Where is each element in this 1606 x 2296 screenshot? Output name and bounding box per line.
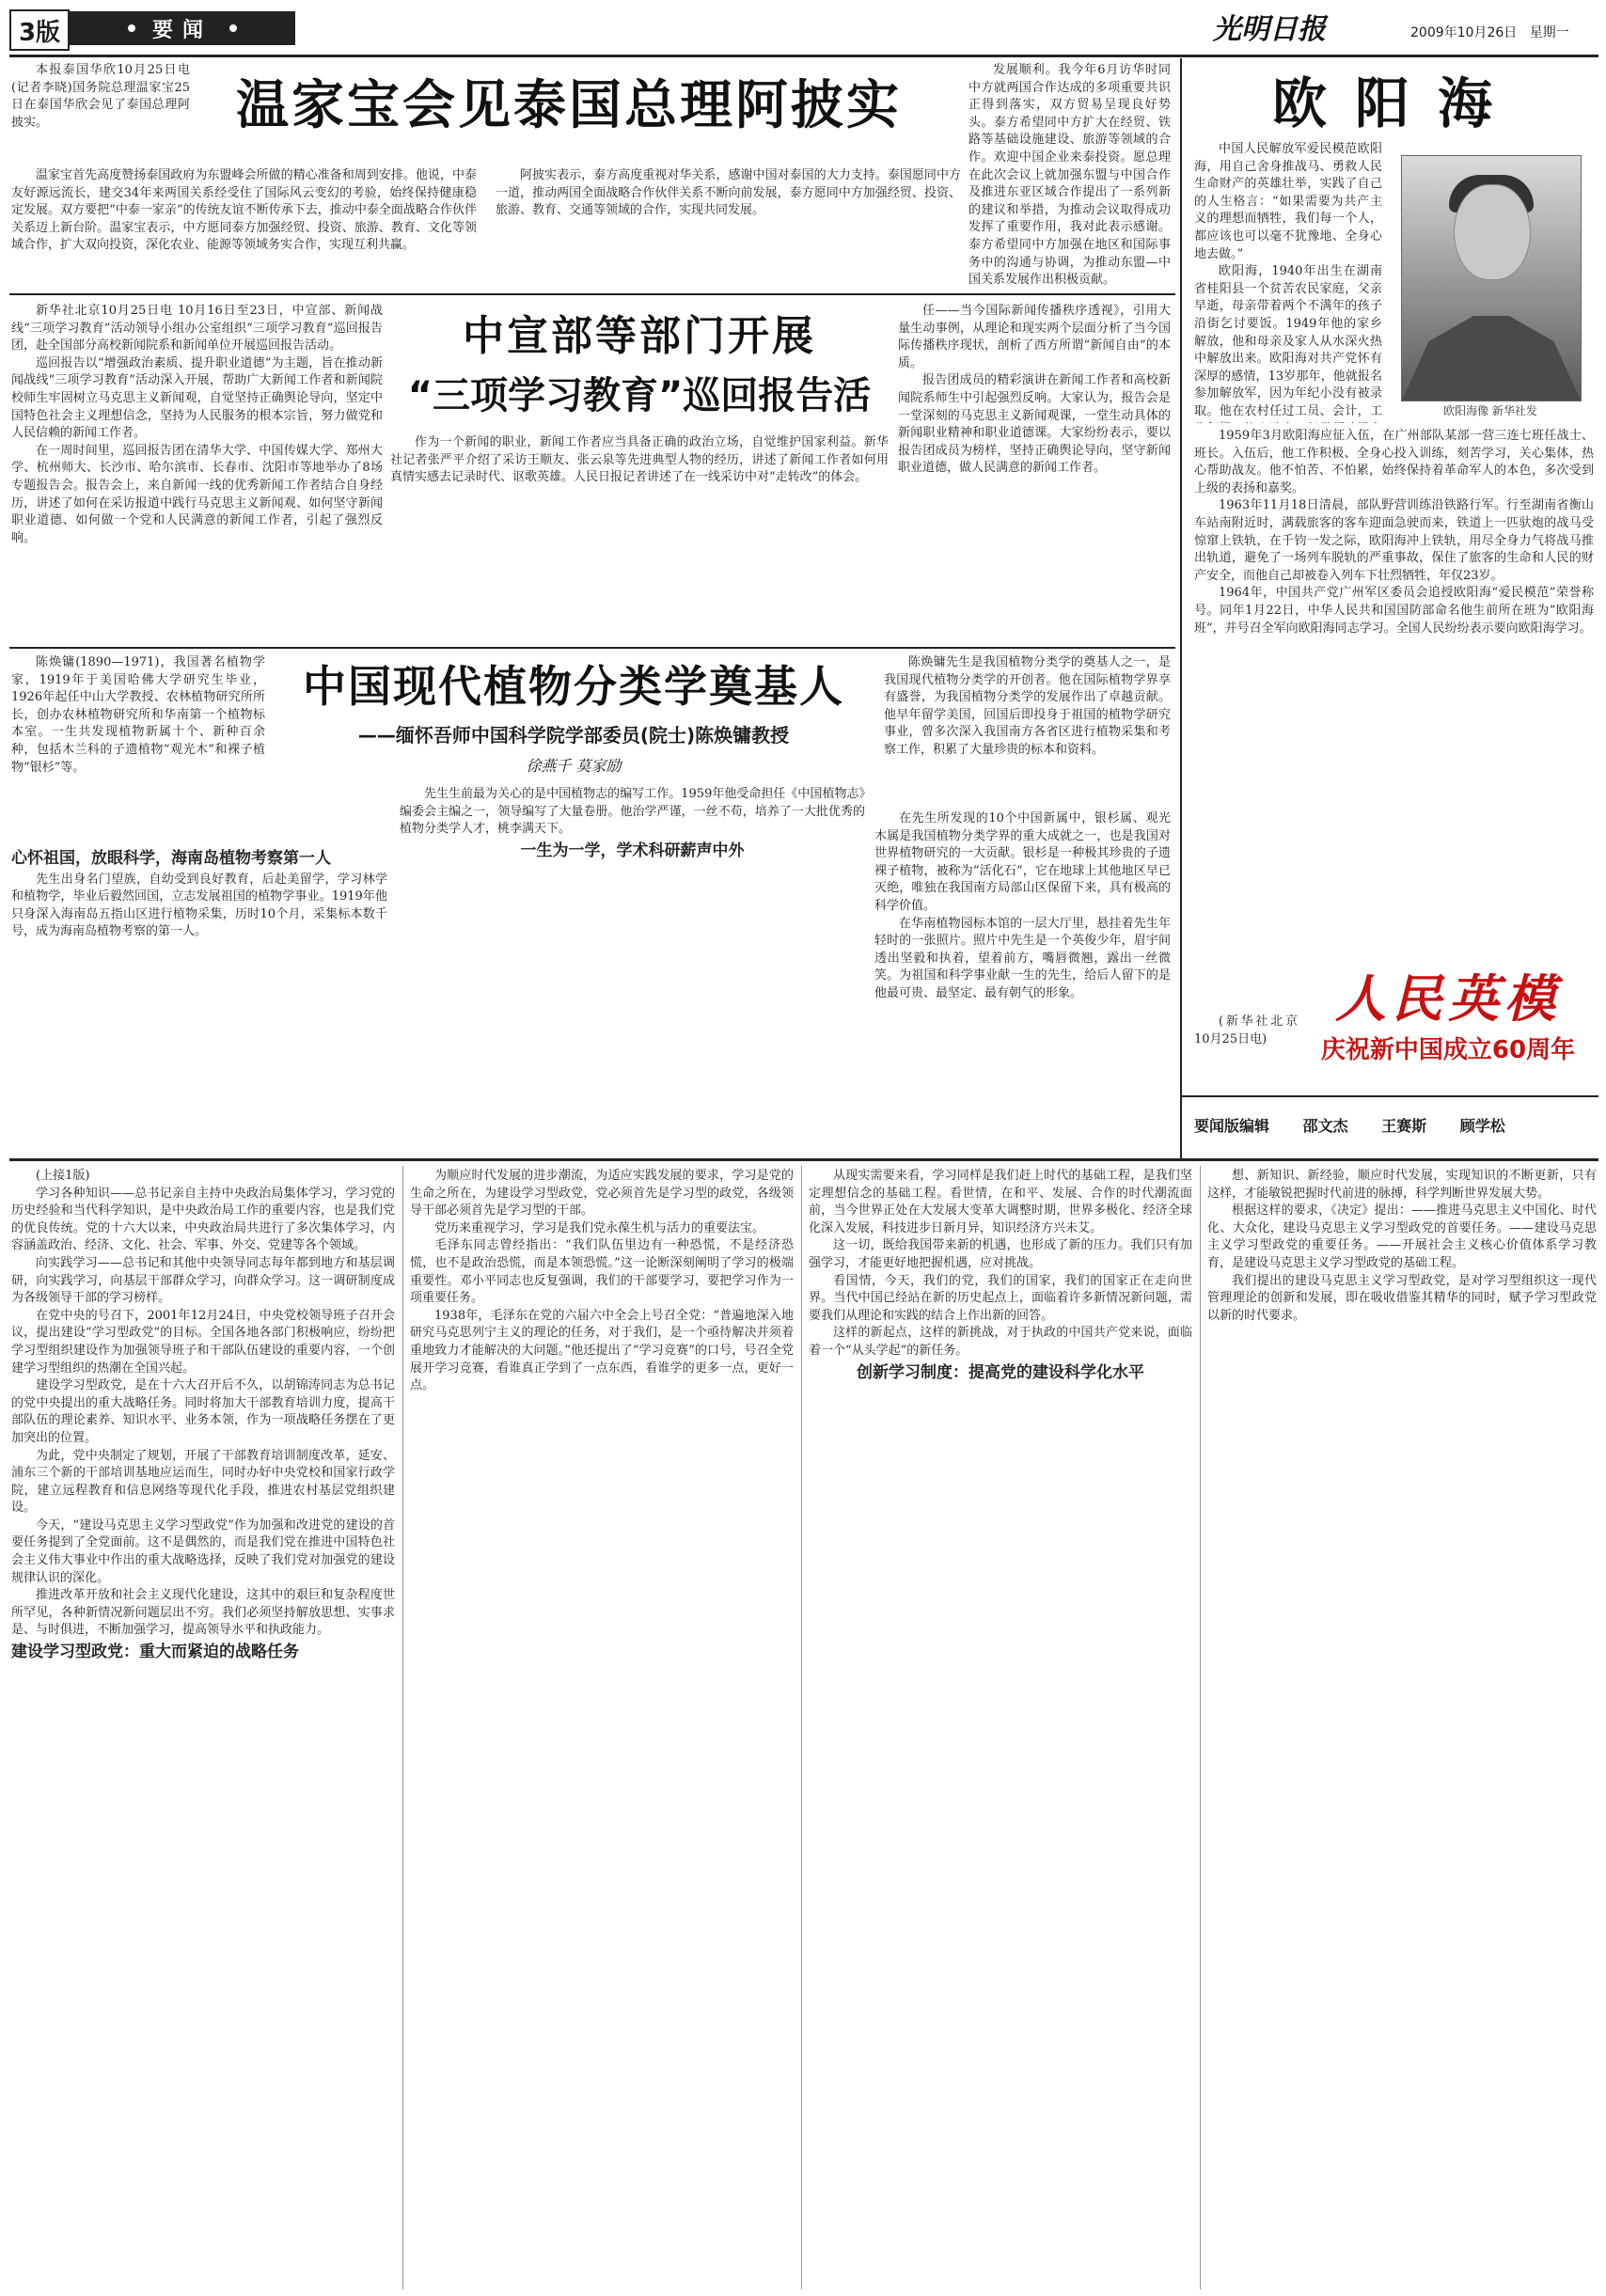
date-text: 2009年10月26日: [1410, 25, 1518, 40]
art4-dateline: (新华社北京10月25日电): [1194, 1014, 1298, 1046]
art1-body: 温家宝首先高度赞扬泰国政府为东盟峰会所做的精心准备和周到安排。他说，中泰友好源远流长，建交34年来两国关系经受住了国际风云变幻的考验，始终保持健康稳定发展。双方要把“中泰一家亲”的传统友谊不断传承下去，推动中泰全面战略合作伙伴关系迈上新台阶。温家宝表示，中方愿同泰方加强经贸、投资、旅游、教育、文化等领域合作，扩大双向投资，深化农业、能源等领域务实合作，实现互利共赢。 阿披实表示，泰方高度重视对华关系，感谢中国对泰国的大力支持。泰国愿同中方一道，推动两国全面战略合作伙伴关系不断向前发展，泰方愿同中方加强经贸、投资、旅游、教育、交通等领域的合作，实现共同发展。: [11, 168, 961, 253]
section-rule: [9, 1158, 1598, 1161]
art3-headline: 中国现代植物分类学奠基人: [303, 661, 844, 712]
art4-body-top: 中国人民解放军爱民模范欧阳海，用自己舍身推战马、勇救人民生命财产的英雄壮举，实践了自己的人生格言：“如果需要为共产主义的理想而牺牲，我们每一个人，都应该也可以毫不犹豫地、全身心地去做。” 欧阳海，1940年出生在湖南省桂阳县一个贫苦农民家庭，父亲早逝，母亲带着两个不满年的孩子沿街乞讨要饭。1949年他的家乡解放，他和母亲及家人从水深火热中解放出来。欧阳海对共产党怀有深厚的感情，13岁那年，他就报名参加解放军，因为年纪小没有被录取。他在农村任过工员、会计，工: [1194, 142, 1382, 418]
section-banner: [70, 11, 295, 45]
art3-body-right-top: 陈焕镛先生是我国植物分类学的奠基人之一，是我国现代植物分类学的开创者。他在国际植物学界享有盛誉，为我国植物分类学的发展作出了卓越贡献。他早年留学美国，回国后即投身于祖国的植物学研究事业，曾多次深入我国南方各省区进行植物采集和考察工作，积累了大量珍贵的标本和资料。: [884, 655, 1171, 757]
art5-col3: 从现实需要来看，学习同样是我们赶上时代的基础工程，是我们坚定理想信念的基础工程。看世情，在和平、发展、合作的时代潮流面前，当今世界正处在大发展大变革大调整时期，世界多极化、经济全球化深入发展，科技进步日新月异，知识经济方兴未艾。 这一切，既给我国带来新的机遇，也形成了新的压力。我们只有加强学习，才能更好地把握机遇，应对挑战。 看国情，今天，我们的党，我们的国家，我们的国家正在走向世界。当代中国已经站在新的历史起点上，面临着许多新情况新问题，需要我们从理论和实践的结合上作出新的回答。 这样的新起点，这样的新挑战，对于执政的中国共产党来说，面临着一个“从头学起”的新任务。 创新学习制度：提高党的建设科学化水平: [809, 1169, 1192, 1382]
art5-col4: 想、新知识、新经验，顺应时代发展，实现知识的不断更新，只有这样，才能敏锐把握时代前进的脉搏，科学判断世界发展大势。 根据这样的要求，《决定》提出：——推进马克思主义中国化、时代化、大众化，建设马克思主义学习型政党的首要任务。——建设马克思主义学习型政党的重要任务。——开展社会主义核心价值体系学习教育，是建设马克思主义学习型政党的基础工程。 我们提出的建设马克思主义学习型政党，是对学习型组织这一现代管理理论的创新和发展，即在吸收借鉴其精华的同时，赋予学习型政党以新的时代要求。: [1207, 1169, 1597, 1323]
bullet-icon: [128, 24, 135, 32]
art2-body-mid: 作为一个新闻的职业，新闻工作者应当具备正确的政治立场，自觉维护国家利益。新华社记者张严平介绍了采访王顺友、张云泉等先进典型人物的经历，讲述了新闻工作者如何用真情实感去记录时代、讴歌英雄。人民日报记者讲述了在一线采访中对“走转改”的体会。: [390, 435, 889, 485]
art3-authors: 徐燕千 莫家励: [526, 757, 622, 775]
art1-headline: 温家宝会见泰国总理阿披实: [236, 75, 902, 136]
art1-body-right: 发展顺利。我今年6月访华时同中方就两国合作达成的多项重要共识正得到落实，双方贸易呈现良好势头。泰方希望同中方扩大在经贸、铁路等基础设施建设、旅游等领域的合作。欢迎中国企业来泰投资。愿总理在此次会议上就加强东盟与中国合作及推进东亚区域合作提出了一系列新的建议和举措，为推动会议取得成功发挥了重要作用，我对此表示感谢。泰方希望同中方加强在地区和国际事务中的沟通与协调，为推动东盟—中国关系发展作出积极贡献。: [968, 63, 1171, 288]
column-rule: [1200, 1166, 1201, 2289]
art3-col2: 先生生前最为关心的是中国植物志的编写工作。1959年他受命担任《中国植物志》编委会主编之一，领导编写了大量卷册。他治学严谨，一丝不苟，培养了一大批优秀的植物分类学人才，桃李满天下。 一生为一学，学术科研薪声中外: [400, 787, 865, 860]
art4-body: 1959年3月欧阳海应征入伍，在广州部队某部一营三连七班任战士、班长。入伍后，他工作积极、全身心投入训练，刻苦学习，关心集体，热心帮助战友。他不怕苦、不怕累，始终保持着革命军人的本色，多次受到上级的表扬和嘉奖。 1963年11月18日清晨，部队野营训练沿铁路行军。行至湖南省衡山车站南附近时，满载旅客的客车迎面急驶而来，铁道上一匹驮炮的战马受惊窜上铁轨，在千钧一发之际，欧阳海冲上铁轨，用尽全身力气将战马推出轨道，避免了一场列车脱轨的严重事故，保住了旅客的生命和人民的财产安全，而他自己却被卷入列车下壮烈牺牲，年仅23岁。 1964年，中国共产党广州军区委员会追授欧阳海“爱民模范”荣誉称号。同年1月22日，中华人民共和国国防部命名他生前所在班为“欧阳海班”，并号召全军向欧阳海同志学习。全国人民纷纷表示要向欧阳海学习。: [1194, 429, 1594, 636]
art2-headline-2: “三项学习教育”巡回报告活: [407, 374, 872, 417]
logo-subtitle: 庆祝新中国成立60周年: [1320, 1036, 1576, 1064]
editors-line: [1194, 1114, 1589, 1142]
people-hero-logo: 人民英模: [1335, 968, 1561, 1027]
divider: [9, 293, 1175, 295]
art3-subhead-2: 一生为一学，学术科研薪声中外: [520, 841, 745, 860]
art3-col3: 在先生所发现的10个中国新属中，银杉属、观光木属是我国植物分类学界的重大成就之一，也是我国对世界植物研究的一大贡献。银杉是一种极其珍贵的子遗裸子植物，被称为“活化石”，它在地球上其他地区早已灭绝，唯独在我国南方局部山区保留下来，具有极高的科学价值。 在华南植物园标本馆的一层大厅里，悬挂着先生年轻时的一张照片。照片中先生是一个英俊少年，眉宇间透出坚毅和执着，望着前方，嘴唇微翘，露出一丝微笑。为祖国和科学事业献一生的先生，给后人留下的是他最可贵、最坚定、最有朝气的形象。: [874, 811, 1171, 1000]
page-number-box: 3版: [9, 9, 70, 51]
editor-name: 邵文杰: [1302, 1117, 1348, 1135]
column-rule: [801, 1166, 802, 2289]
art3-intro: 陈焕镛(1890—1971)，我国著名植物学家，1919年于美国哈佛大学研究生毕业，1926年起任中山大学教授、农林植物研究所所长，创办农林植物研究所和华南第一个植物标本室。一生共发现植物新属十个、新种百余种，包括木兰科的子遗植物“观光木”和裸子植物“银杉”等。: [11, 655, 265, 775]
editor-name: 王赛斯: [1381, 1117, 1427, 1135]
art5-subhead-2: 创新学习制度：提高党的建设科学化水平: [857, 1362, 1144, 1382]
weekday-text: 星期一: [1529, 25, 1569, 40]
portrait-photo: [1401, 155, 1582, 401]
art5-col2: 为顺应时代发展的进步潮流，为适应实践发展的要求，学习是党的生命之所在，为建设学习型政党，党必须首先是学习型的政党，各级领导干部必须首先是学习型的干部。 党历来重视学习，学习是我们党永葆生机与活力的重要法宝。 毛泽东同志曾经指出：“我们队伍里边有一种恐慌，不是经济恐慌，也不是政治恐慌，而是本领恐慌。”这一论断深刻阐明了学习的极端重要性。邓小平同志也反复强调，我们的干部要学习，要把学习作为一项重要任务。 1938年，毛泽东在党的六届六中全会上号召全党：“普遍地深入地研究马克思列宁主义的理论的任务，对于我们，是一个亟待解决并须着重地致力才能解决的大问题。”他还提出了“学习竞赛”的口号，号召全党展开学习竞赛，看谁真正学到了一点东西，看谁学的更多一点，更好一点。: [410, 1169, 794, 1393]
editors-label: 要闻版编辑: [1194, 1117, 1270, 1135]
art3-subtitle: ——缅怀吾师中国科学院学部委员(院士)陈焕镛教授: [357, 724, 790, 747]
divider: [9, 647, 1175, 649]
header-rule: [9, 55, 1598, 57]
masthead-logo: 光明日报: [1213, 13, 1326, 46]
art2-body-left: 新华社北京10月25日电 10月16日至23日，中宣部、新闻战线“三项学习教育”活动领导小组办公室组织“三项学习教育”巡回报告团，赴全国部分高校新闻院系和新闻单位开展巡回报告活动。 巡回报告以“增强政治素质、提升职业道德”为主题，旨在推动新闻战线“三项学习教育”活动深入开展，帮助广大新闻工作者和新闻院校师生牢固树立马克思主义新闻观，自觉坚持正确舆论导向，坚定中国特色社会主义理想信念，坚持为人民服务的根本宗旨，努力做党和人民信赖的新闻工作者。 在一周时间里，巡回报告团在清华大学、中国传媒大学、郑州大学、杭州师大、长沙市、哈尔滨市、长春市、沈阳市等地举办了8场专题报告会。报告会上，来自新闻一线的优秀新闻工作者结合自身经历，讲述了如何在采访报道中践行马克思主义新闻观、如何坚守新闻职业道德、如何做一个党和人民满意的新闻工作者，引起了强烈反响。: [11, 304, 383, 545]
column-rule: [1180, 58, 1182, 1158]
art5-subhead-1: 建设学习型政党：重大而紧迫的战略任务: [11, 1643, 299, 1662]
art1-dateline: 本报泰国华欣10月25日电(记者李晓)国务院总理温家宝25日在泰国华欣会见了泰国总理阿披实。: [11, 63, 190, 130]
editors-rule: [1180, 1095, 1598, 1097]
editor-name: 顾学松: [1459, 1117, 1505, 1135]
section-label: 要闻: [151, 18, 213, 42]
column-rule: [402, 1166, 403, 2289]
photo-caption: 欧阳海像 新华社发: [1443, 404, 1537, 417]
art3-subhead-1: 心怀祖国，放眼科学，海南岛植物考察第一人: [11, 849, 331, 868]
art5-col1: (上接1版) 学习各种知识——总书记亲自主持中央政治局集体学习，学习党的历史经验和当代科学知识，是中央政治局工作的重要内容，也是我们党的优良传统。党的十六大以来，中央政治局共进行了多次集体学习，内容涵盖政治、经济、文化、社会、军事、外交、党建等各个领域。 向实践学习——总书记和其他中央领导同志每年都到地方和基层调研，向实践学习，向基层干部群众学习，向群众学习。这一调研制度成为各级领导干部的学习榜样。 在党中央的号召下，2001年12月24日，中央党校领导班子召开会议，提出建设“学习型政党”的目标。全国各地各部门积极响应，纷纷把学习型组织建设作为加强领导班子和干部队伍建设的重要内容，一个创建学习型组织的热潮在全国兴起。 建设学习型政党，是在十六大召开后不久，以胡锦涛同志为总书记的党中央提出的重大战略任务。同时将加大干部教育培训力度，提高干部队伍的理论素养、知识水平、业务本领，作为一项战略任务摆在了更加突出的位置。 为此，党中央制定了规划，开展了干部教育培训制度改革，延安、浦东三个新的干部培训基地应运而生，同时办好中央党校和国家行政学院，建立远程教育和信息网络等现代化手段，推进农村基层党组织建设。 今天，“建设马克思主义学习型政党”作为加强和改进党的建设的首要任务提到了全党面前。这不是偶然的，而是我们党在推进中国特色社会主义伟大事业中作出的重大战略选择，反映了我们党对加强党的建设规律认识的深化。 推进改革开放和社会主义现代化建设，这其中的艰巨和复杂程度世所罕见，各种新情况新问题层出不穷。我们必须坚持解放思想、实事求是、与时俱进，不断加强学习，提高领导水平和执政能力。 建设学习型政党：重大而紧迫的战略任务: [11, 1169, 395, 1662]
art3-col1: 心怀祖国，放眼科学，海南岛植物考察第一人 先生出身名门望族，自幼受到良好教育，后赴美留学，学习林学和植物学，毕业后毅然回国，立志发展祖国的植物学事业。1919年他只身深入海南岛五指山区进行植物采集，历时10个月，采集标本数千号，成为海南岛植物考察的第一人。: [11, 849, 387, 939]
art2-body-right: 任——当今国际新闻传播秩序透视》，引用大量生动事例，从理论和现实两个层面分析了当今国际传播秩序现状，剖析了西方所谓“新闻自由”的本质。 报告团成员的精彩演讲在新闻工作者和高校新闻院系师生中引起强烈反响。大家认为，报告会是一堂深刻的马克思主义新闻观课，一堂生动具体的新闻职业精神和职业道德课。大家纷纷表示，要以报告团成员为榜样，坚持正确舆论导向，坚守新闻职业道德，做人民满意的新闻工作者。: [898, 304, 1171, 476]
issue-date: [1410, 23, 1598, 45]
art2-headline-1: 中宣部等部门开展: [463, 312, 816, 360]
art4-headline: 欧阳海: [1271, 71, 1520, 135]
bullet-icon: [229, 24, 237, 32]
